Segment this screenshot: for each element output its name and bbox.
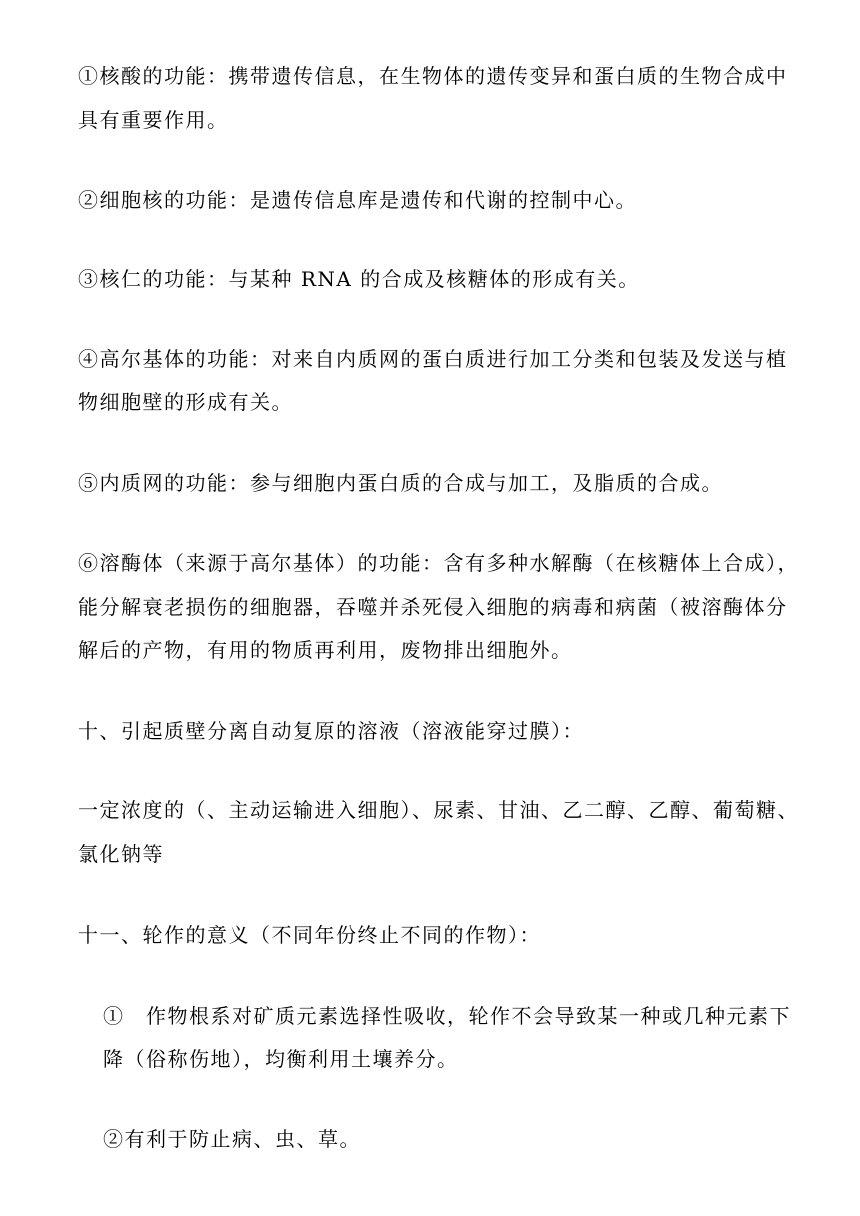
er-function-line: ⑤内质网的功能：参与细胞内蛋白质的合成与加工，及脂质的合成。 (78, 471, 723, 495)
nucleic-acid-function-line-1: ①核酸的功能：携带遗传信息，在生物体的遗传变异和蛋白质的生物合成中 (78, 64, 788, 88)
nucleolus-function-line: ③核仁的功能：与某种 RNA 的合成及核糖体的形成有关。 (78, 267, 640, 291)
section-eleven-heading: 十一、轮作的意义（不同年份终止不同的作物）： (78, 923, 541, 947)
section-ten-content-line-1: 一定浓度的（、主动运输进入细胞）、尿素、甘油、乙二醇、乙醇、葡萄糖、 (78, 798, 799, 822)
lysosome-function-line-3: 解后的产物，有用的物质再利用，废物排出细胞外。 (78, 638, 573, 662)
golgi-function-line-2: 物细胞壁的形成有关。 (78, 390, 293, 414)
rotation-point-2-line: ②有利于防止病、虫、草。 (103, 1127, 361, 1151)
lysosome-function-line-1: ⑥溶酶体（来源于高尔基体）的功能：含有多种水解酶（在核糖体上合成）， (78, 551, 799, 575)
rotation-point-1-line-2: 降（俗称伤地），均衡利用土壤养分。 (103, 1047, 459, 1071)
lysosome-function-line-2: 能分解衰老损伤的细胞器，吞噬并杀死侵入细胞的病毒和病菌（被溶酶体分 (78, 595, 788, 619)
rotation-point-1-line-1: ① 作物根系对矿质元素选择性吸收，轮作不会导致某一种或几种元素下 (103, 1004, 791, 1028)
nucleic-acid-function-line-2: 具有重要作用。 (78, 108, 229, 132)
nucleus-function-line: ②细胞核的功能：是遗传信息库是遗传和代谢的控制中心。 (78, 188, 637, 212)
section-ten-content-line-2: 氯化钠等 (78, 842, 164, 866)
section-ten-heading: 十、引起质壁分离自动复原的溶液（溶液能穿过膜）： (78, 719, 584, 743)
golgi-function-line-1: ④高尔基体的功能：对来自内质网的蛋白质进行加工分类和包装及发送与植 (78, 347, 788, 371)
